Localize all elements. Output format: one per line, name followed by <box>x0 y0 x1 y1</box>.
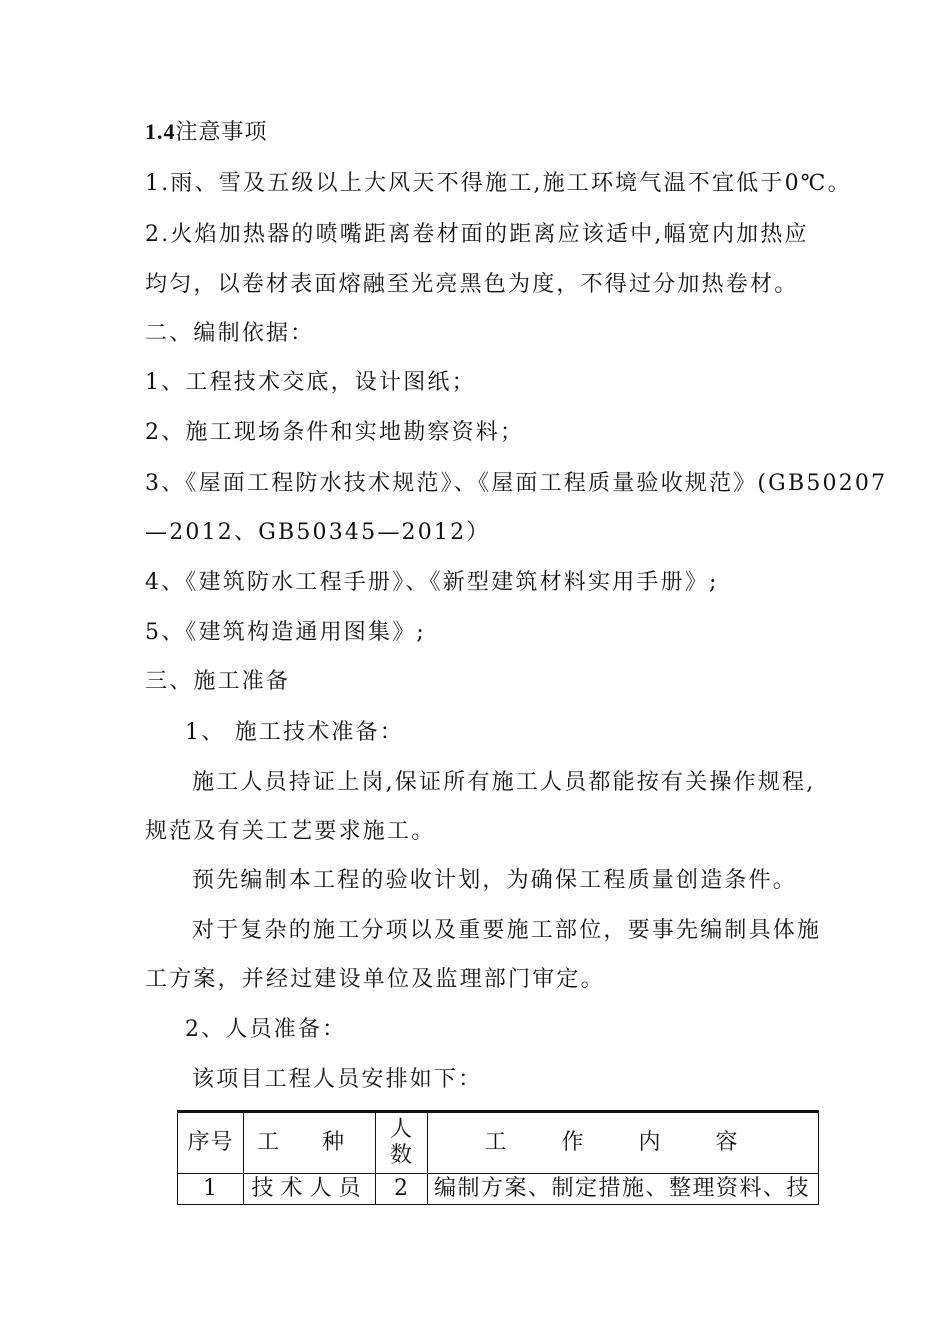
reference-item: —2012、GB50345—2012） <box>145 520 491 545</box>
subsection-heading: 1、 施工技术准备： <box>185 720 404 745</box>
staff-table <box>177 1110 819 1205</box>
paragraph-line: 2.火焰加热器的喷嘴距离卷材面的距离应该适中,幅宽内加热应 <box>145 222 809 247</box>
header-content: 工 作 内 容 <box>428 1112 819 1174</box>
section-heading-2: 二、编制依据： <box>145 321 315 346</box>
cell-count: 2 <box>376 1174 428 1205</box>
subsection-heading: 2、人员准备： <box>185 1017 347 1042</box>
paragraph-line: 预先编制本工程的验收计划，为确保工程质量创造条件。 <box>192 868 798 893</box>
paragraph-line: 该项目工程人员安排如下： <box>192 1067 483 1092</box>
section-title: 注意事项 <box>175 119 268 144</box>
cell-trade: 技术人员 <box>244 1174 376 1205</box>
table-row <box>178 1174 819 1205</box>
header-seq: 序号 <box>178 1112 244 1174</box>
cell-content: 编制方案、制定措施、整理资料、技 <box>428 1174 819 1205</box>
section-heading-3: 三、施工准备 <box>145 669 291 694</box>
paragraph-line: 均匀，以卷材表面熔融至光亮黑色为度，不得过分加热卷材。 <box>145 272 799 297</box>
section-heading-1-4 <box>145 117 835 147</box>
paragraph-line: 工方案，并经过建设单位及监理部门审定。 <box>145 967 605 992</box>
section-number: 1.4 <box>145 119 176 144</box>
cell-seq: 1 <box>178 1174 244 1205</box>
reference-item: 2、施工现场条件和实地勘察资料； <box>145 420 525 445</box>
reference-item: 3、《屋面工程防水技术规范》、《屋面工程质量验收规范》(GB50207 <box>145 471 888 496</box>
reference-item: 4、《建筑防水工程手册》、《新型建筑材料实用手册》; <box>145 570 719 595</box>
paragraph-line: 规范及有关工艺要求施工。 <box>145 819 436 844</box>
paragraph-line: 施工人员持证上岗,保证所有施工人员都能按有关操作规程, <box>192 770 816 795</box>
paragraph-line: 1.雨、雪及五级以上大风天不得施工,施工环境气温不宜低于0℃。 <box>145 171 852 196</box>
header-count-line2: 数 <box>389 1143 413 1168</box>
header-count-line1: 人 <box>389 1117 413 1142</box>
table-header-row <box>178 1112 819 1174</box>
header-count <box>376 1112 428 1174</box>
reference-item: 5、《建筑构造通用图集》; <box>145 620 427 645</box>
paragraph-line: 对于复杂的施工分项以及重要施工部位，要事先编制具体施 <box>192 918 822 943</box>
header-trade: 工 种 <box>244 1112 376 1174</box>
reference-item: 1、工程技术交底，设计图纸； <box>145 370 476 395</box>
